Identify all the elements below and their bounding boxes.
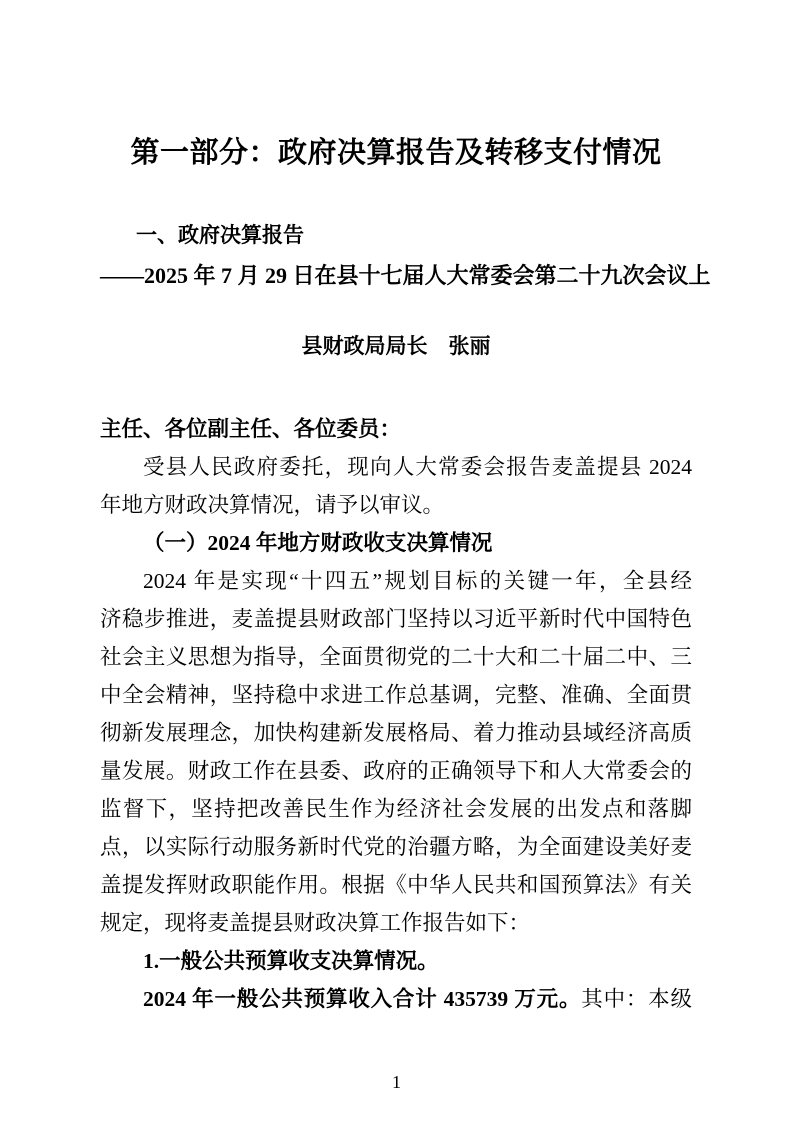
body-line: 量发展。财政工作在县委、政府的正确领导下和人大常委会的 [100,759,692,783]
body-line: 济稳步推进，麦盖提县财政部门坚持以习近平新时代中国特色 [100,607,692,631]
body-line: 监督下，坚持把改善民生作为经济社会发展的出发点和落脚 [100,797,692,821]
body-line: 2024 年是实现“十四五”规划目标的关键一年，全县经 [143,569,692,593]
body-line: 盖提发挥财政职能作用。根据《中华人民共和国预算法》有关 [100,873,692,897]
salutation-line: 主任、各位副主任、各位委员： [100,417,402,441]
body-line: 中全会精神，坚持稳中求进工作总基调，完整、准确、全面贯 [100,683,692,707]
meeting-subtitle: ——2025 年 7 月 29 日在县十七届人大常委会第二十九次会议上 [100,263,711,288]
body-line: 年地方财政决算情况，请予以审议。 [100,493,445,517]
speaker-line: 县财政局局长 张丽 [301,334,491,358]
section-heading: 一、政府决算报告 [136,224,304,247]
body-line: 规定，现将麦盖提县财政决算工作报告如下： [100,911,531,935]
body-line: 社会主义思想为指导，全面贯彻党的二十大和二十届二中、三 [100,645,692,669]
numbered-heading: 1.一般公共预算收支决算情况。 [143,949,439,973]
revenue-detail-text: 其中：本级 [581,987,692,1011]
document-content [100,0,711,1018]
body-line: 点，以实际行动服务新时代党的治疆方略，为全面建设美好麦 [100,835,692,859]
subsection-heading: （一）2024 年地方财政收支决算情况 [143,531,493,555]
document-title: 第一部分：政府决算报告及转移支付情况 [130,137,662,169]
page-number: 1 [392,1072,401,1092]
body-line: 受县人民政府委托，现向人大常委会报告麦盖提县 2024 [143,455,692,479]
revenue-total-text: 2024 年一般公共预算收入合计 435739 万元。 [143,987,582,1011]
body-line: 彻新发展理念，加快构建新发展格局、着力推动县域经济高质 [100,721,692,745]
body-line [100,980,692,1018]
